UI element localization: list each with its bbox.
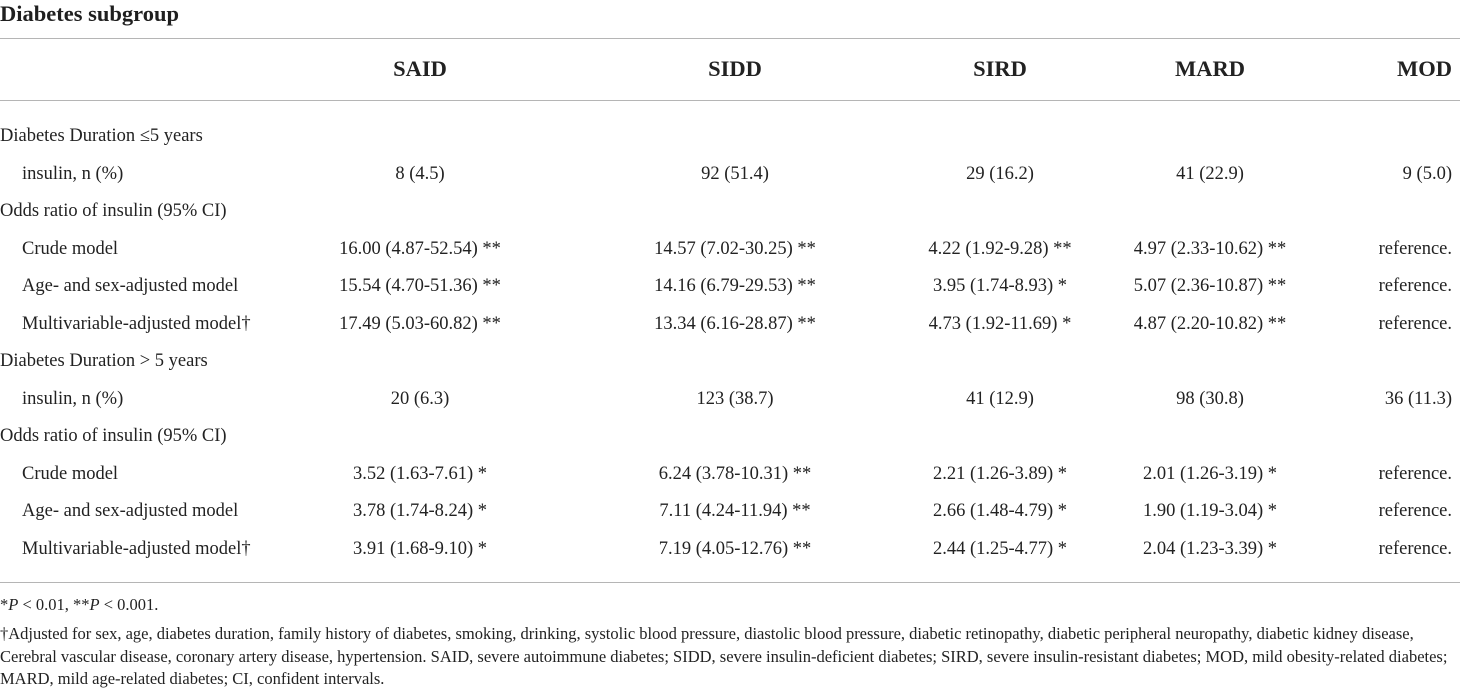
column-header-mod: MOD — [1397, 56, 1452, 81]
table-row — [0, 531, 1460, 568]
table-row — [0, 343, 1460, 380]
row-label: insulin, n (%) — [22, 388, 124, 409]
table-row — [0, 268, 1460, 305]
cell-mod: reference. — [1378, 501, 1452, 521]
cell-mard: 4.97 (2.33-10.62) ** — [1133, 238, 1287, 259]
cell-mod: reference. — [1378, 463, 1452, 484]
table-row — [0, 306, 1460, 343]
column-header-mard: MARD — [1175, 56, 1245, 81]
column-header-sidd: SIDD — [708, 56, 762, 81]
cell-mod: 36 (11.3) — [1384, 388, 1452, 409]
cell-said: 17.49 (5.03-60.82) ** — [339, 313, 501, 334]
footnote-adjusted: †Adjusted for sex, age, diabetes duration, family history of diabetes, smoking, drinking, systolic blood pressure, diastolic blood pressure, diabetic retinopathy, diabetic peripheral neuropathy, diabetic kidney disease, Cerebral vascular disease, coronary artery disease, hypertension. SAID, severe autoimmune diabetes; SIDD, severe insulin-deficient diabetes; SIRD, severe insulin-resistant diabetes; MOD, mild obesity-related diabetes; MARD, mild age-related diabetes; CI, confident intervals. — [0, 624, 1448, 688]
bottom-rule — [0, 582, 1460, 583]
cell-sird: 2.21 (1.26-3.89) * — [932, 463, 1068, 484]
table-row — [0, 456, 1460, 493]
cell-sird: 2.66 (1.48-4.79) * — [932, 501, 1068, 521]
cell-sidd: 14.57 (7.02-30.25) ** — [654, 238, 816, 259]
row-label: insulin, n (%) — [22, 163, 124, 184]
header-rule — [0, 100, 1460, 101]
cell-mard: 2.01 (1.26-3.19) * — [1142, 463, 1278, 484]
cell-sird: 29 (16.2) — [966, 163, 1034, 184]
table-row — [0, 231, 1460, 268]
header-row — [0, 38, 1460, 100]
row-label: Crude model — [22, 238, 119, 259]
cell-mod: 9 (5.0) — [1402, 163, 1452, 184]
p-symbol: P — [8, 595, 19, 614]
table-row — [0, 193, 1460, 230]
cell-mard: 41 (22.9) — [1176, 163, 1244, 184]
table-row — [0, 118, 1460, 155]
threshold-text: < 0.001. — [99, 595, 159, 614]
cell-mod: reference. — [1378, 276, 1452, 296]
row-label: Age- and sex-adjusted model — [22, 501, 239, 521]
cell-mard: 1.90 (1.19-3.04) * — [1142, 501, 1278, 521]
star-symbol: * — [0, 595, 9, 614]
table-row — [0, 156, 1460, 193]
row-label: Odds ratio of insulin (95% CI) — [0, 201, 227, 221]
star-symbol: ** — [73, 595, 90, 614]
table-row — [0, 418, 1460, 455]
cell-mard: 5.07 (2.36-10.87) ** — [1133, 276, 1287, 296]
cell-sidd: 7.19 (4.05-12.76) ** — [658, 538, 812, 559]
p-symbol: P — [89, 595, 100, 614]
cell-said: 15.54 (4.70-51.36) ** — [339, 276, 501, 296]
table-row — [0, 381, 1460, 418]
cell-said: 20 (6.3) — [390, 388, 450, 409]
cell-mard: 4.87 (2.20-10.82) ** — [1133, 313, 1287, 334]
row-label: Multivariable-adjusted model† — [22, 538, 251, 559]
cell-sidd: 92 (51.4) — [701, 163, 769, 184]
row-label: Odds ratio of insulin (95% CI) — [0, 426, 227, 446]
threshold-text: < 0.01, — [18, 595, 74, 614]
cell-mod: reference. — [1378, 313, 1452, 334]
cell-sird: 4.73 (1.92-11.69) * — [928, 313, 1072, 334]
table-row — [0, 493, 1460, 530]
cell-sird: 41 (12.9) — [966, 388, 1034, 409]
cell-sidd: 123 (38.7) — [696, 388, 774, 409]
table-title: Diabetes subgroup — [0, 1, 180, 26]
row-label: Crude model — [22, 463, 119, 484]
row-label: Diabetes Duration > 5 years — [0, 351, 208, 371]
cell-sird: 3.95 (1.74-8.93) * — [932, 276, 1068, 296]
cell-said: 8 (4.5) — [395, 163, 445, 184]
cell-sidd: 7.11 (4.24-11.94) ** — [659, 501, 811, 521]
footnote-significance — [0, 594, 1460, 617]
column-header-sird: SIRD — [973, 56, 1027, 81]
column-header-said: SAID — [393, 56, 447, 81]
cell-mard: 98 (30.8) — [1176, 388, 1244, 409]
cell-said: 3.78 (1.74-8.24) * — [352, 501, 488, 521]
cell-sidd: 6.24 (3.78-10.31) ** — [658, 463, 812, 484]
cell-said: 3.52 (1.63-7.61) * — [352, 463, 488, 484]
cell-mard: 2.04 (1.23-3.39) * — [1142, 538, 1278, 559]
cell-sird: 4.22 (1.92-9.28) ** — [928, 238, 1072, 259]
row-label: Age- and sex-adjusted model — [22, 276, 239, 296]
cell-mod: reference. — [1378, 538, 1452, 559]
cell-sidd: 14.16 (6.79-29.53) ** — [654, 276, 816, 296]
cell-said: 3.91 (1.68-9.10) * — [352, 538, 488, 559]
cell-sird: 2.44 (1.25-4.77) * — [932, 538, 1068, 559]
cell-sidd: 13.34 (6.16-28.87) ** — [654, 313, 816, 334]
cell-said: 16.00 (4.87-52.54) ** — [339, 238, 501, 259]
row-label: Multivariable-adjusted model† — [22, 313, 251, 334]
row-label: Diabetes Duration ≤5 years — [0, 126, 203, 146]
cell-mod: reference. — [1378, 238, 1452, 259]
